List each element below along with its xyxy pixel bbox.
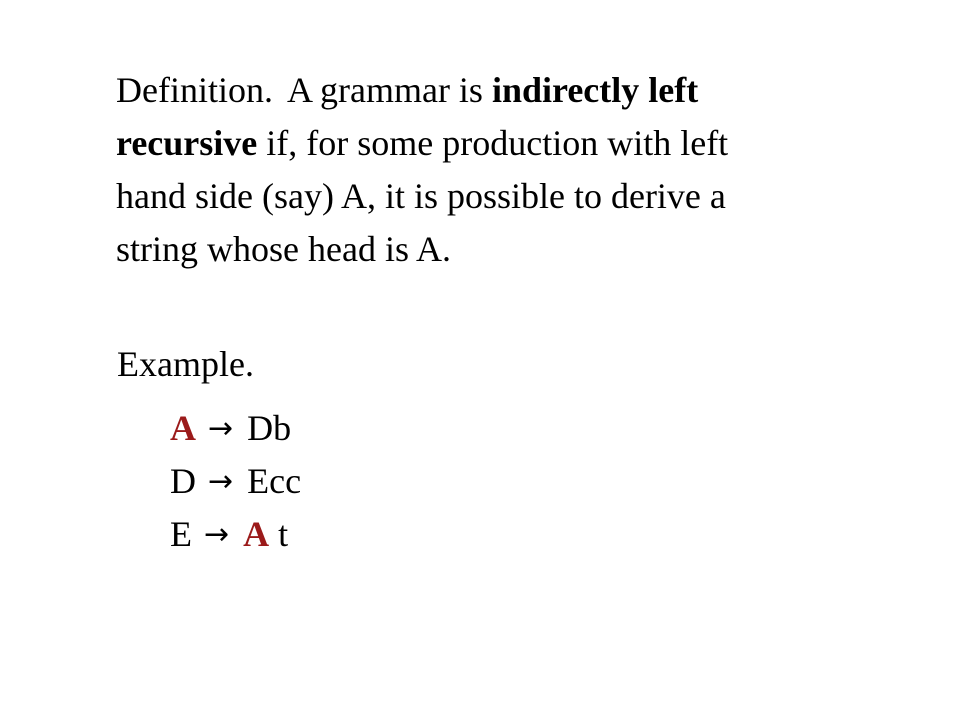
example-label: Example. [117,344,254,384]
definition-paragraph [118,64,878,276]
definition-line-2 [118,117,878,170]
production-rhs-highlight: A [243,514,270,554]
definition-text-2: if, for some production with left [257,123,729,163]
term-indirectly-left: indirectly left [491,70,699,110]
production-lhs: E [170,514,192,554]
production-lhs: D [170,461,196,501]
production-rule [170,402,301,455]
right-arrow-icon: → [204,517,230,552]
production-list [170,402,301,561]
production-rhs: Ecc [247,461,302,501]
production-rule [170,508,301,561]
right-arrow-icon: → [208,411,234,446]
production-rule [170,455,301,508]
definition-line-4: string whose head is A. [116,229,451,269]
right-arrow-icon: → [208,464,234,499]
production-rhs-tail: t [269,514,289,554]
production-lhs: A [170,408,196,448]
production-rhs: Db [247,408,292,448]
definition-text-1: A grammar is [286,70,492,110]
term-recursive: recursive [116,123,258,163]
definition-label: Definition. [116,70,273,110]
definition-line-3: hand side (say) A, it is possible to derive a [116,176,726,216]
definition-line-1 [118,64,878,117]
